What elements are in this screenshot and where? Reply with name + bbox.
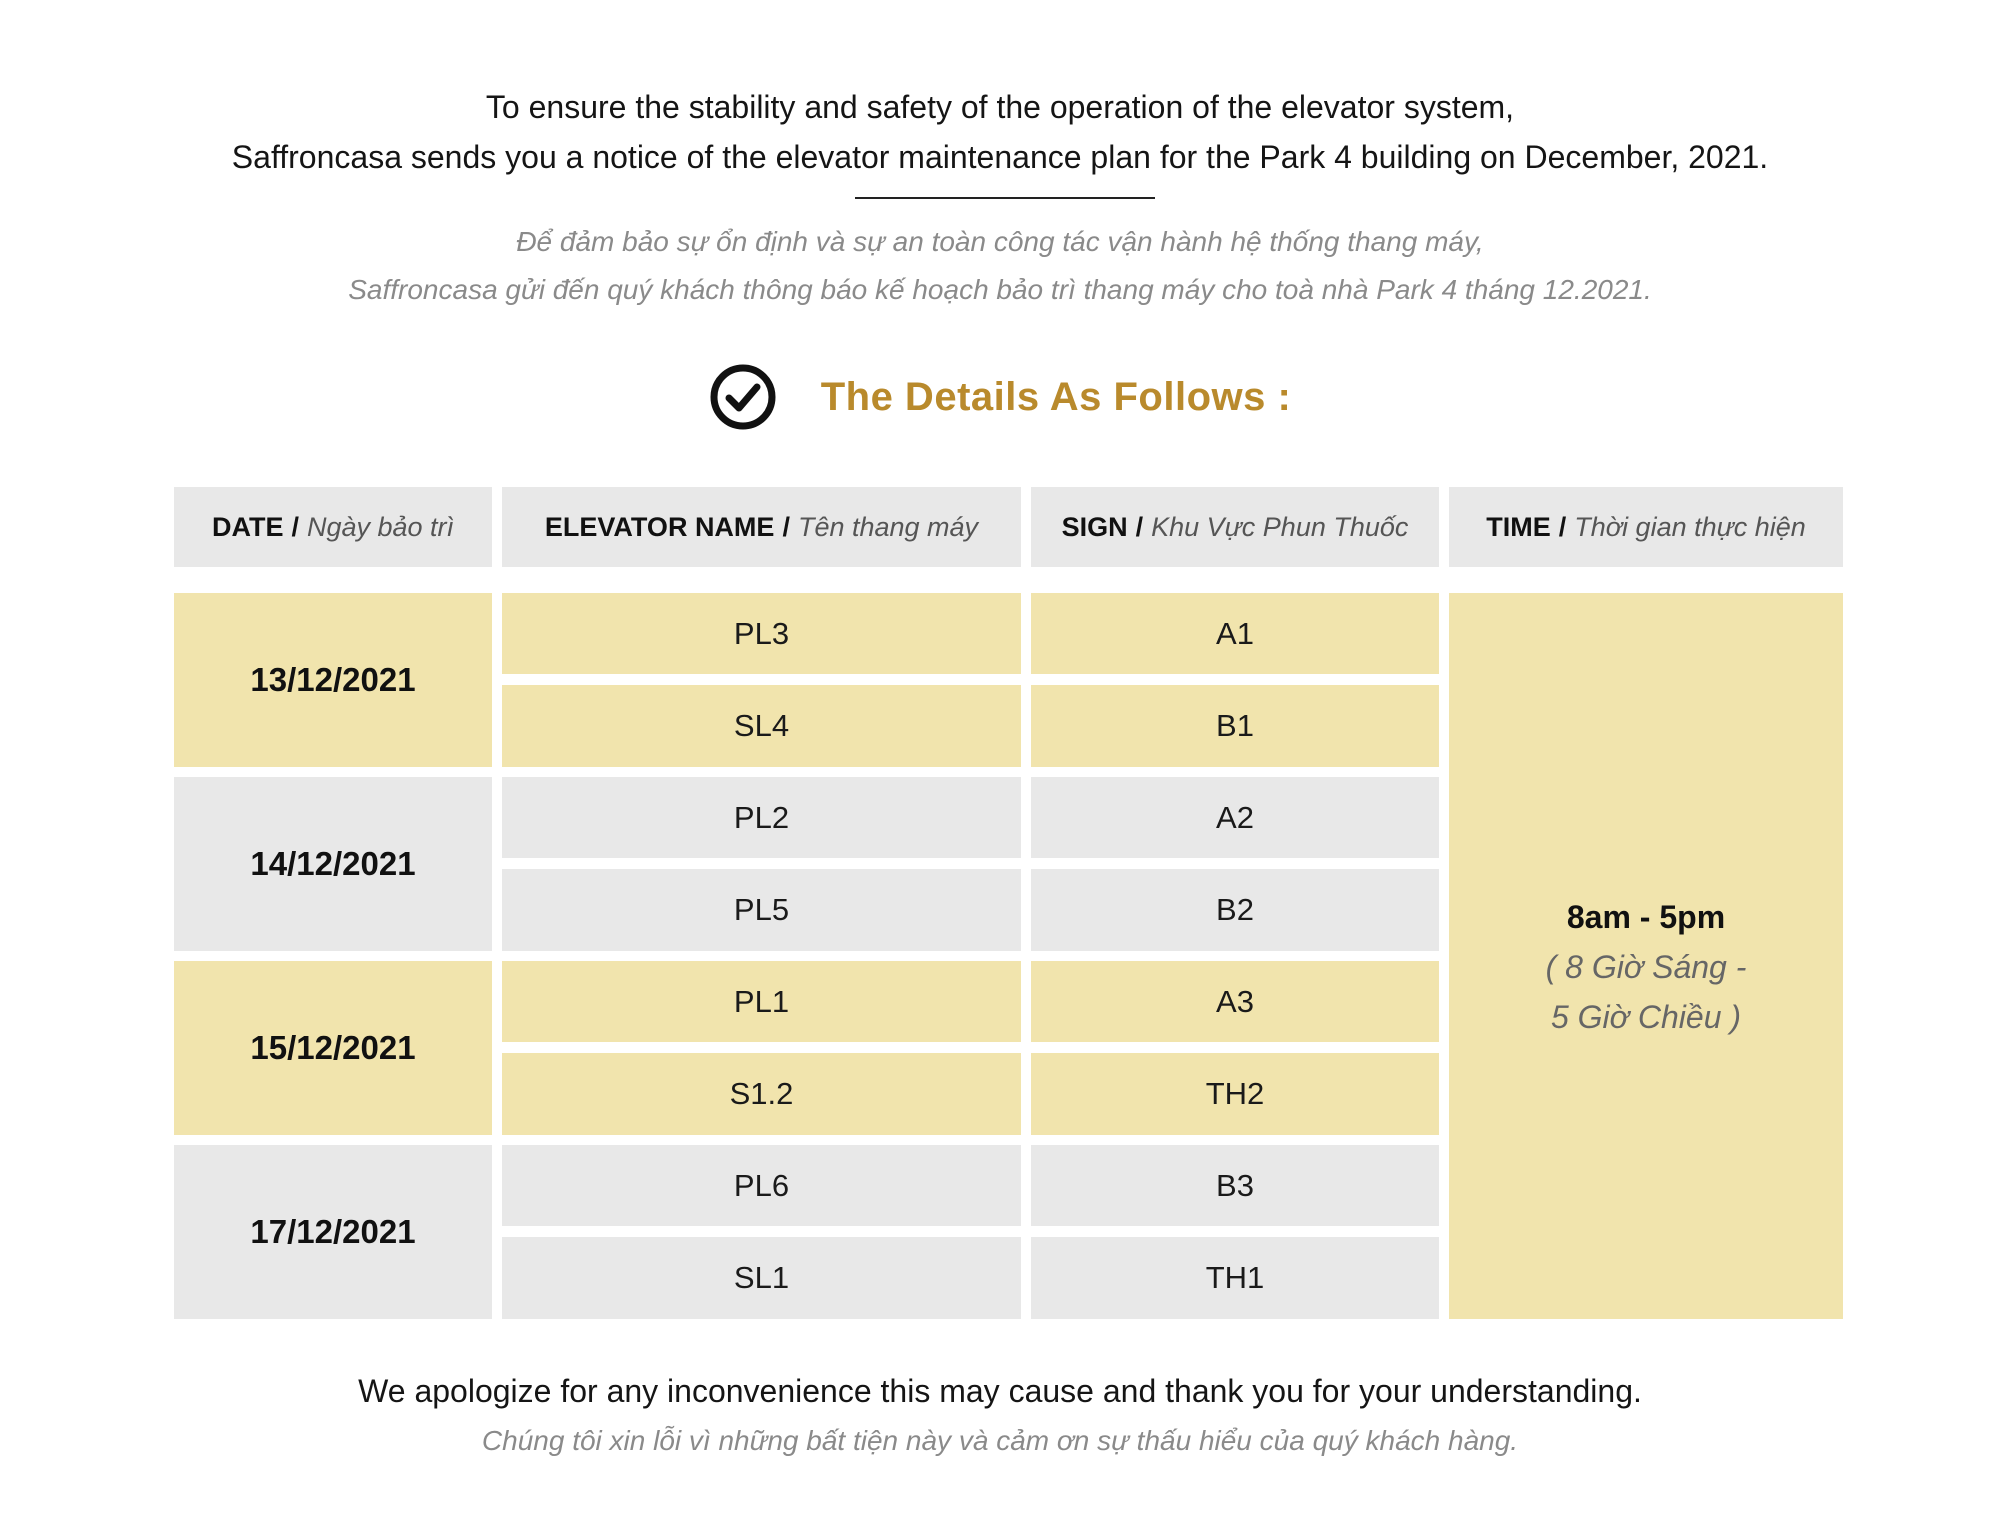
sign-cell: A3 xyxy=(1031,961,1439,1042)
header-sign-en: SIGN xyxy=(1061,511,1128,542)
sign-cell: TH2 xyxy=(1031,1053,1439,1135)
header-sign xyxy=(1031,487,1439,567)
time-cell xyxy=(1449,593,1843,1319)
details-title: The Details As Follows : xyxy=(820,374,1292,419)
date-cell: 15/12/2021 xyxy=(174,961,492,1135)
date-cell: 17/12/2021 xyxy=(174,1145,492,1319)
header-date-vi: Ngày bảo trì xyxy=(306,511,455,542)
header-date-en: DATE xyxy=(211,511,284,542)
header-elevator-en: ELEVATOR NAME xyxy=(544,511,775,542)
date-cell: 13/12/2021 xyxy=(174,593,492,767)
intro-english-line1: To ensure the stability and safety of the operation of the elevator system, xyxy=(485,89,1515,125)
elevator-cell: S1.2 xyxy=(502,1053,1021,1135)
intro-vietnamese-line2: Saffroncasa gửi đến quý khách thông báo kế hoạch bảo trì thang máy cho toà nhà Park 4 tháng 12.2021. xyxy=(348,274,1652,305)
header-elevator-vi: Tên thang máy xyxy=(797,511,979,542)
elevator-cell: SL1 xyxy=(502,1237,1021,1319)
sign-cell: TH1 xyxy=(1031,1237,1439,1319)
check-circle-icon xyxy=(709,363,777,431)
intro-vietnamese xyxy=(0,218,2000,314)
header-time xyxy=(1449,487,1843,567)
details-heading xyxy=(0,362,2000,432)
elevator-cell: PL2 xyxy=(502,777,1021,858)
header-sign-slash: / xyxy=(1135,511,1144,542)
header-time-en: TIME xyxy=(1486,511,1551,542)
sign-cell: B3 xyxy=(1031,1145,1439,1226)
elevator-cell: PL5 xyxy=(502,869,1021,951)
header-elevator xyxy=(502,487,1021,567)
header-time-vi: Thời gian thực hiện xyxy=(1574,511,1806,542)
sign-cell: A1 xyxy=(1031,593,1439,674)
header-sign-vi: Khu Vực Phun Thuốc xyxy=(1151,511,1409,542)
elevator-cell: PL1 xyxy=(502,961,1021,1042)
date-cell: 14/12/2021 xyxy=(174,777,492,951)
header-date xyxy=(174,487,492,567)
elevator-cell: SL4 xyxy=(502,685,1021,767)
outro-english: We apologize for any inconvenience this may cause and thank you for your understanding. xyxy=(358,1373,1642,1409)
intro-english-line2: Saffroncasa sends you a notice of the elevator maintenance plan for the Park 4 building on December, 2021. xyxy=(231,139,1769,175)
elevator-cell: PL6 xyxy=(502,1145,1021,1226)
sign-cell: B2 xyxy=(1031,869,1439,951)
outro-vietnamese: Chúng tôi xin lỗi vì những bất tiện này và cảm ơn sự thấu hiểu của quý khách hàng. xyxy=(481,1425,1519,1456)
time-sub-line1: ( 8 Giờ Sáng - xyxy=(1545,949,1747,985)
elevator-cell: PL3 xyxy=(502,593,1021,674)
header-elevator-slash: / xyxy=(782,511,790,542)
intro-vietnamese-line1: Để đảm bảo sự ổn định và sự an toàn công tác vận hành hệ thống thang máy, xyxy=(516,226,1484,257)
header-time-slash: / xyxy=(1558,511,1567,542)
sign-cell: A2 xyxy=(1031,777,1439,858)
divider xyxy=(855,197,1155,199)
time-main: 8am - 5pm xyxy=(1566,899,1726,935)
header-date-slash: / xyxy=(291,511,299,542)
sign-cell: B1 xyxy=(1031,685,1439,767)
time-sub-line2: 5 Giờ Chiều ) xyxy=(1550,999,1742,1035)
intro-english xyxy=(0,82,2000,182)
